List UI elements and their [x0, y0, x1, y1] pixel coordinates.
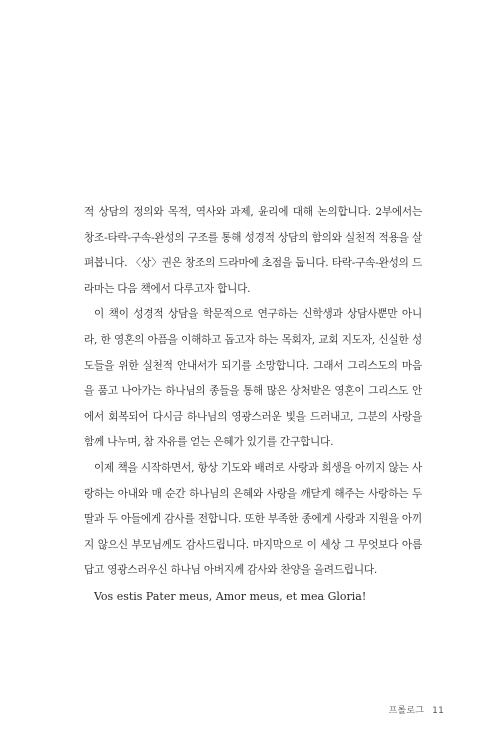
- paragraph-1: 적 상담의 정의와 목적, 역사와 과제, 윤리에 대해 논의합니다. 2부에서는 창조-타락-구속-완성의 구조를 통해 성경적 상담의 함의와 실천적 적용을 살펴봅니다. 〈상〉권은 창조의 드라마에 초점을 둡니다. 타락-구속-완성의 드라마는 다음 책에서 다루고자 합니다.: [84, 206, 422, 295]
- running-footer: [389, 703, 444, 716]
- page-number: 11: [432, 706, 444, 716]
- body-text: [84, 200, 422, 610]
- footer-section-title: 프롤로그: [388, 706, 425, 716]
- paragraph-2: 이 책이 성경적 상담을 학문적으로 연구하는 신학생과 상담사뿐만 아니라, 한 영혼의 아픔을 이해하고 돕고자 하는 목회자, 교회 지도자, 신실한 성도들을 위한 실천적 안내서가 되기를 소망합니다. 그래서 그리스도의 마음을 품고 나아가는 하나님의 종들을 통해 많은 상처받은 영혼이 그리스도 안에서 회복되어 다시금 하나님의 영광스러운 빛을 드러내고, 그분의 사랑을 함께 나누며, 참 자유를 얻는 은혜가 있기를 간구합니다.: [84, 308, 422, 449]
- latin-motto: Vos estis Pater meus, Amor meus, et mea Gloria!: [94, 589, 367, 603]
- paragraph-3: 이제 책을 시작하면서, 항상 기도와 배려로 사랑과 희생을 아끼지 않는 사랑하는 아내와 매 순간 하나님의 은혜와 사랑을 깨닫게 해주는 사랑하는 두 딸과 두 아들에게 감사를 전합니다. 또한 부족한 종에게 사랑과 지원을 아끼지 않으신 부모님께도 감사드립니다. 마지막으로 이 세상 그 무엇보다 아름답고 영광스러우신 하나님 아버지께 감사와 찬양을 올려드립니다.: [84, 461, 422, 577]
